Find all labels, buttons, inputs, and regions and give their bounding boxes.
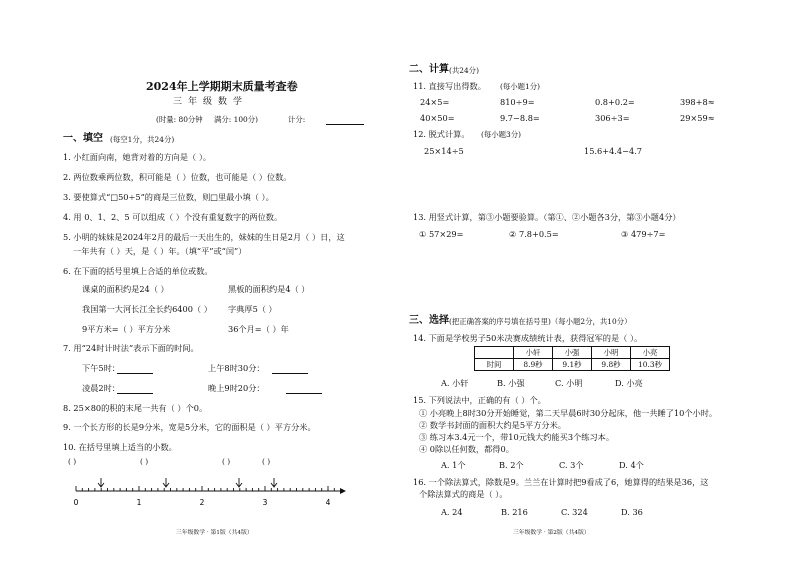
question-6: 6. 在下面的括号里填上合适的单位或数。	[63, 266, 213, 276]
q7-blank-830am[interactable]	[272, 373, 308, 374]
q15-statement-1: ① 小亮晚上8时30分开始睡觉，第二天早晨6时30分起床，他一共睡了10个小时。	[419, 408, 718, 418]
table-cell: 9.8秒	[592, 359, 631, 371]
q15-statement-2: ② 数学书封面的面积大约是5平方分米。	[419, 420, 566, 430]
q7-blank-2am[interactable]	[117, 393, 153, 394]
score-label: 计分:	[288, 115, 306, 124]
q14-option-a[interactable]: A. 小轩	[441, 378, 469, 388]
question-5-line2: 一年共有（ ）天，是（ ）年。（填“平”或“闰”）	[73, 246, 247, 256]
table-header-cell	[475, 347, 514, 359]
q15-option-c[interactable]: C. 3个	[559, 460, 584, 470]
question-5-line1: 5. 小明的妹妹是2024年2月的最后一天出生的，妹妹的生日是2月（ ）日，这	[63, 232, 345, 242]
number-line-label-1: 1	[136, 498, 142, 507]
q7-item-5pm: 下午5时：	[82, 363, 120, 373]
q15-statement-4: ④ 0除以任何数，都得0。	[419, 444, 514, 454]
q6-item-blackboard: 黑板的面积约是4（ ）	[228, 284, 310, 294]
calc-6: 9.7−8.8=	[500, 113, 540, 123]
q14-option-d[interactable]: D. 小亮	[615, 378, 643, 388]
q14-option-b[interactable]: B. 小强	[497, 378, 525, 388]
q13-item-1: ① 57×29=	[419, 229, 464, 239]
right-page	[397, 0, 794, 561]
time-limit: (时量: 80分钟	[156, 115, 203, 124]
pointer-arrow	[271, 478, 277, 487]
pointer-arrow	[98, 478, 104, 487]
question-4: 4. 用 0、1、2、5 可以组成（ ）个没有重复数字的两位数。	[63, 212, 283, 222]
number-line-arrow	[340, 488, 346, 494]
q13-item-2: ② 7.8+0.5=	[509, 229, 559, 239]
section1-heading: 一、填空	[63, 133, 103, 144]
q7-item-830am: 上午8时30分：	[208, 363, 265, 373]
exam-title: 2024年上学期期末质量考查卷	[146, 80, 298, 93]
number-line-label-3: 3	[262, 498, 268, 507]
q7-item-2am: 凌晨2时：	[82, 383, 120, 393]
pointer-arrow	[236, 478, 242, 487]
calc-8: 29×59≈	[680, 113, 715, 123]
pointer-arrow	[163, 478, 169, 487]
section3-note: (把正确答案的序号填在括号里)（每小题2分，共10分）	[449, 317, 632, 326]
q10-paren-4[interactable]: ( )	[262, 457, 271, 466]
question-11: 11. 直接写出得数。	[413, 81, 486, 91]
q16-option-a[interactable]: A. 24	[441, 507, 463, 517]
question-11-note: (每小题1分)	[500, 82, 541, 91]
q6-item-yangtze: 我国第一大河长江全长约6400（ ）	[82, 304, 212, 314]
q7-blank-5pm[interactable]	[117, 373, 153, 374]
section2-note: (共24分)	[449, 66, 479, 75]
q10-paren-2[interactable]: ( )	[140, 457, 149, 466]
full-score: 满分: 100分)	[214, 115, 259, 124]
question-12: 12. 脱式计算。	[413, 129, 470, 139]
number-line-pointers	[98, 478, 277, 487]
left-footer: 三年级数学 · 第1版（共4版）	[176, 530, 253, 536]
q6-item-dictionary: 字典厚5（ ）	[228, 304, 277, 314]
number-line-label-2: 2	[199, 498, 205, 507]
right-footer: 三年级数学 · 第2版（共4版）	[513, 530, 590, 536]
number-line	[66, 470, 356, 510]
q10-paren-3[interactable]: ( )	[222, 457, 231, 466]
table-header-cell: 小亮	[631, 347, 670, 359]
question-2: 2. 两位数乘两位数，积可能是（ ）位数，也可能是（ ）位数。	[63, 172, 292, 182]
calc-7: 306÷3=	[595, 113, 630, 123]
question-10: 10. 在括号里填上适当的小数。	[63, 442, 177, 452]
calc-5: 40×50=	[420, 113, 455, 123]
question-14: 14. 下面是学校男子50米决赛成绩统计表，获得冠军的是（ ）。	[413, 333, 643, 343]
table-cell: 10.3秒	[631, 359, 670, 371]
q12-item-2: 15.6+4.4−4.7	[584, 146, 642, 156]
q15-option-d[interactable]: D. 4个	[619, 460, 644, 470]
score-table	[474, 346, 670, 371]
q6-item-area: 9平方米=（ ）平方分米	[82, 324, 171, 334]
q16-option-c[interactable]: C. 324	[561, 507, 588, 517]
calc-3: 0.8+0.2=	[595, 97, 635, 107]
question-3: 3. 要使算式“□50÷5”的商是三位数，则□里最小填（ ）。	[63, 192, 274, 202]
exam-subtitle: 三年级数学	[173, 97, 249, 107]
q12-item-1: 25×14÷5	[424, 146, 464, 156]
calc-1: 24×5=	[420, 97, 450, 107]
question-9: 9. 一个长方形的长是9分米，宽是5分米，它的面积是（ ）平方分米。	[63, 422, 316, 432]
q13-item-3: ③ 479÷7=	[621, 229, 666, 239]
calc-4: 398+8≈	[680, 97, 715, 107]
q15-option-a[interactable]: A. 1个	[441, 460, 466, 470]
calc-2: 810÷9=	[500, 97, 535, 107]
table-header-cell: 小强	[553, 347, 592, 359]
table-row	[475, 359, 670, 371]
q10-paren-1[interactable]: ( )	[68, 457, 77, 466]
question-13: 13. 用竖式计算，第③小题要验算。（第①、②小题各3分，第③小题4分）	[413, 212, 681, 222]
question-7: 7. 用“24时计时法”表示下面的时间。	[63, 343, 199, 353]
score-blank[interactable]	[326, 124, 364, 125]
section3-heading: 三、选择	[409, 315, 449, 326]
question-1: 1. 小红面向南，她背对着的方向是（ ）。	[63, 152, 212, 162]
question-15: 15. 下列说法中，正确的有（ ）个。	[413, 395, 546, 405]
q16-option-d[interactable]: D. 36	[621, 507, 643, 517]
q16-option-b[interactable]: B. 216	[501, 507, 528, 517]
number-line-label-4: 4	[325, 498, 331, 507]
number-line-label-0: 0	[73, 498, 79, 507]
question-16-line1: 16. 一个除法算式，除数是9。兰兰在计算时把9看成了6，她算得的结果是36，这	[413, 477, 709, 487]
q7-blank-920pm[interactable]	[286, 393, 322, 394]
q14-option-c[interactable]: C. 小明	[555, 378, 583, 388]
question-8: 8. 25×80的积的末尾一共有（ ）个0。	[63, 403, 208, 413]
table-header-cell: 小轩	[514, 347, 553, 359]
q15-statement-3: ③ 练习本3.4元一个，带10元钱大约能买3个练习本。	[419, 432, 615, 442]
question-12-note: (每小题3分)	[481, 130, 522, 139]
table-cell: 8.9秒	[514, 359, 553, 371]
q6-item-desk: 课桌的面积约是24（ ）	[82, 284, 169, 294]
table-header-cell: 小明	[592, 347, 631, 359]
question-16-line2: 个除法算式的商是（ ）。	[419, 489, 508, 499]
table-cell: 9.1秒	[553, 359, 592, 371]
table-cell: 时间	[475, 359, 514, 371]
q6-item-months: 36个月=（ ）年	[228, 324, 289, 334]
section1-note: (每空1分，共24分)	[110, 135, 175, 144]
table-header-row	[475, 347, 670, 359]
section2-heading: 二、计算	[409, 64, 449, 75]
q7-item-920pm: 晚上9时20分：	[208, 383, 265, 393]
q15-option-b[interactable]: B. 2个	[499, 460, 524, 470]
